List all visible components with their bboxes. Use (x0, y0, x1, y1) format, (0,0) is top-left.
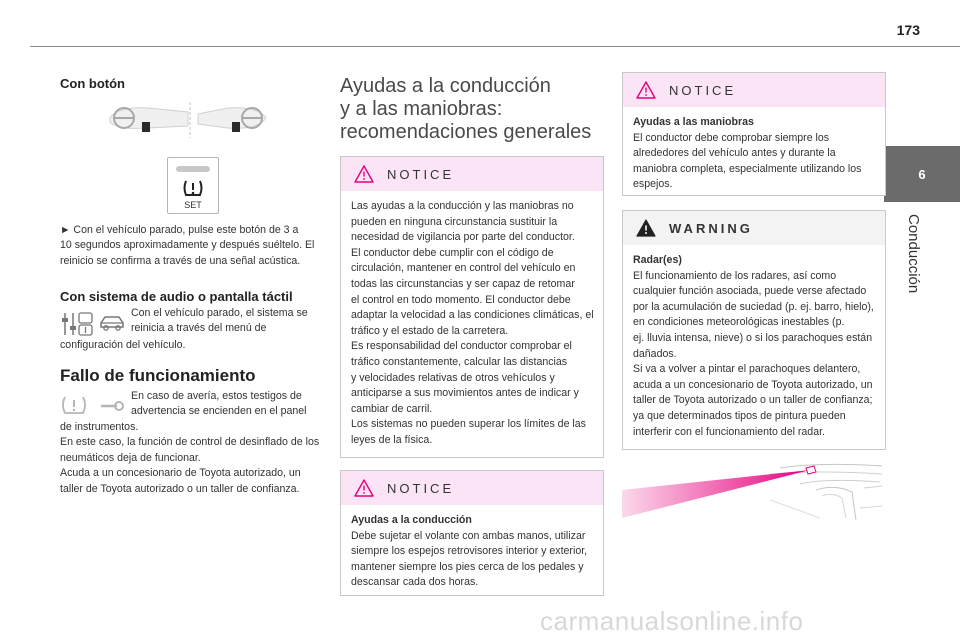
steering-wheel-illustration (108, 100, 268, 140)
fault-paragraph-a (131, 389, 321, 420)
text-line: Es responsabilidad del conductor comprobar el (351, 340, 572, 353)
text-line: ya que determinados tipos de pintura pueden (633, 409, 846, 422)
tire-pressure-warning-light-icon (60, 394, 88, 416)
radar-beam-icon (622, 470, 810, 518)
text-line: ej. lluvia intensa, nieve) o si los parachoques están (633, 331, 873, 344)
text-line: acuda a un concesionario de Toyota autorizado, un (633, 378, 873, 391)
tire-pressure-warning-icon (182, 177, 204, 199)
warning-label: WARNING (669, 220, 753, 236)
text-line: Los sistemas no pueden superar los límites de las (351, 418, 586, 431)
warning-triangle-icon (353, 478, 375, 498)
steering-wheel-right-icon (198, 108, 266, 132)
warning-header (623, 211, 885, 245)
button-paragraph (60, 223, 322, 269)
text-line: configuración del vehículo. (60, 339, 186, 351)
notice-label: NOTICE (387, 166, 455, 182)
set-label: SET (184, 200, 202, 210)
text-line: descansar cada dos horas. (351, 576, 479, 589)
audio-heading: Con sistema de audio o pantalla táctil (60, 289, 293, 304)
text-line: Debe sujetar el volante con ambas manos, utilizar (351, 529, 586, 542)
notice-header (623, 73, 885, 107)
text-line: maniobra completa, especialmente utilizando los (633, 162, 862, 175)
notice-label: NOTICE (387, 480, 455, 496)
text-line: tráfico y el estado de la carretera. (351, 324, 509, 337)
text-line: Si va a volver a pintar el parachoques delantero, (633, 363, 861, 376)
page-number: 173 (896, 22, 920, 38)
warning-body (623, 245, 885, 446)
text-line: el control en todo momento. El conductor debe (351, 293, 571, 306)
wrench-icon (98, 399, 124, 413)
radar-sensor-icon (806, 466, 816, 474)
notice-subtitle: Ayudas a la conducción (351, 514, 472, 526)
text-line: y velocidades relativas de otros vehículos y (351, 371, 555, 384)
title-line: recomendaciones generales (340, 121, 592, 143)
warning-triangle-icon (353, 164, 375, 184)
audio-paragraph-b (60, 338, 322, 353)
text-line: adaptar la velocidad a las condiciones climáticas, el (351, 309, 594, 322)
text-line: taller de Toyota autorizado o un taller de confianza. (60, 482, 300, 495)
text-line: Acuda a un concesionario de Toyota autorizado, un (60, 467, 301, 480)
text-line: ► Con el vehículo parado, pulse este botón de 3 a (60, 224, 299, 236)
notice-label: NOTICE (669, 82, 737, 98)
button-heading: Con botón (60, 76, 125, 91)
notice-header (341, 157, 603, 191)
text-line: alrededores del vehículo antes y durante la (633, 147, 836, 160)
notice-box-maneuvers (622, 72, 886, 196)
notice-box-steering (340, 470, 604, 596)
text-line: por la acumulación de suciedad (p. ej. barro, hielo), (633, 300, 874, 313)
text-line: reinicia a través del menú de (131, 322, 267, 335)
text-line: de instrumentos. (60, 421, 139, 433)
fault-paragraph-b (60, 420, 322, 497)
car-icon (99, 313, 125, 335)
tpms-set-button (167, 157, 219, 214)
text-line: todas las circunstancias y ser capaz de retomar (351, 277, 575, 290)
warning-subtitle: Radar(es) (633, 254, 682, 266)
text-line: cambiar de carril. (351, 402, 433, 415)
text-line: interferir con el funcionamiento del radar. (633, 425, 825, 438)
notice-header (341, 471, 603, 505)
title-line: Ayudas a la conducción (340, 75, 551, 97)
text-line: El funcionamiento de los radares, así como (633, 269, 837, 282)
text-line: dañados. (633, 347, 677, 360)
header-divider (30, 46, 960, 47)
title-line: y a las maniobras: (340, 98, 503, 120)
notice-body (623, 107, 885, 199)
notice-box-driving-aids (340, 156, 604, 458)
text-line: pueden en ninguna circunstancia sustituir la (351, 215, 558, 228)
fault-heading: Fallo de funcionamiento (60, 366, 256, 385)
button-top-bar (176, 166, 210, 172)
audio-paragraph-a (131, 306, 321, 337)
warning-triangle-filled-icon (635, 218, 657, 238)
text-line: 10 segundos aproximadamente y después suéltelo. El (60, 239, 315, 252)
section-title (340, 75, 605, 144)
settings-icon (60, 310, 94, 338)
text-line: El conductor debe comprobar siempre los (633, 131, 830, 144)
text-line: espejos. (633, 178, 673, 191)
text-line: Con el vehículo parado, el sistema se (131, 307, 308, 319)
chapter-tab[interactable] (884, 146, 960, 202)
steering-wheel-left-icon (110, 108, 188, 132)
notice-body (341, 191, 603, 455)
text-line: necesidad de vigilancia por parte del conductor. (351, 231, 575, 244)
watermark: carmanualsonline.info (540, 606, 804, 636)
text-line: circulación, mantener en control del vehículo en (351, 262, 576, 275)
chapter-title (904, 214, 924, 314)
text-line: advertencia se encienden en el panel (131, 405, 307, 418)
warning-box-radar (622, 210, 886, 450)
text-line: En este caso, la función de control de desinflado de los (60, 436, 320, 449)
text-line: taller de Toyota autorizado o un taller de confianza; (633, 394, 873, 407)
notice-subtitle: Ayudas a las maniobras (633, 116, 754, 128)
warning-triangle-icon (635, 80, 657, 100)
text-line: anticiparse a sus movimientos antes de indicar y (351, 387, 579, 400)
text-line: neumáticos deja de funcionar. (60, 451, 201, 464)
text-line: tráfico constantemente, calcular las distancias (351, 355, 568, 368)
chapter-title-text: Conducción (905, 214, 922, 294)
text-line: cualquier función asociada, puede verse afectado (633, 285, 867, 298)
text-line: Las ayudas a la conducción y las maniobras no (351, 200, 574, 212)
notice-body (341, 505, 603, 597)
text-line: reinicio se confirma a través de una señal acústica. (60, 254, 301, 267)
text-line: mantener siempre los pies cerca de los pedales y (351, 560, 584, 573)
text-line: en condiciones meteorológicas inestables (p. (633, 316, 845, 329)
chapter-number: 6 (918, 166, 926, 182)
car-radar-illustration (620, 460, 884, 532)
text-line: leyes de la física. (351, 433, 433, 446)
text-line: En caso de avería, estos testigos de (131, 390, 302, 402)
text-line: siempre los espejos retrovisores interior y exterior, (351, 545, 588, 558)
text-line: El conductor debe cumplir con el código de (351, 246, 554, 259)
